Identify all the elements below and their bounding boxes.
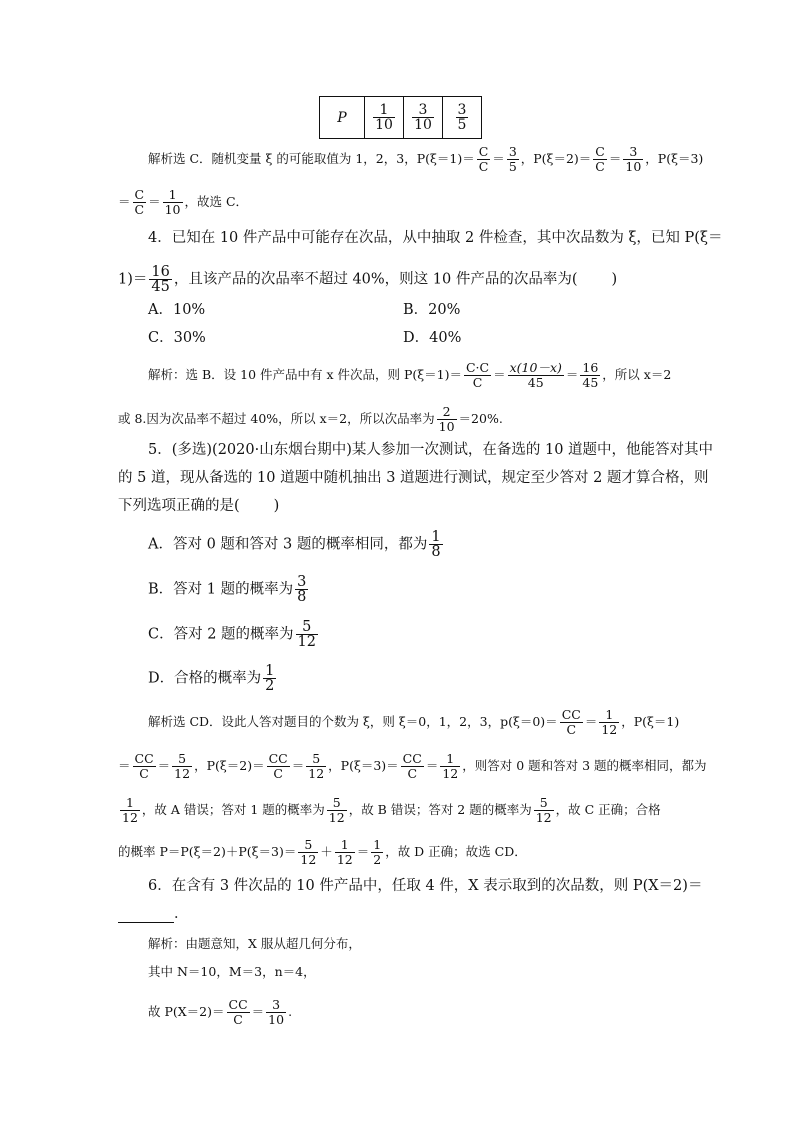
solution-4-line-1: 解析：选 B．设 10 件产品中有 x 件次品，则 P(ξ＝1)＝ $\frac{C\cdot C}{C}$ ＝ $\frac{x(10-x)}{45}$ ＝ $\frac{16}{45}$ ，所以 x＝2 [148, 360, 672, 390]
question-5-line-1: 5．(多选)(2020·山东烟台期中)某人参加一次测试，在备选的 10 道题中，他能答对其中 [148, 442, 714, 458]
solution-3-line-1: 解析选 C．随机变量 ξ 的可能取值为 1，2，3，P(ξ＝1)＝ $\frac{C}{C}$ ＝ $\frac{3}{5}$ ，P(ξ＝2)＝ $\frac{C}{C}$ ＝ $\frac{3}{10}$ ，P(ξ＝3) [148, 144, 704, 174]
solution-6-line-3: 故 P(X＝2)＝ $\frac{CC}{C}$ ＝ $\frac{3}{10}$ . [148, 997, 293, 1027]
solution-5-line-4: 的概率 P＝P(ξ＝2)＋P(ξ＝3)＝ $\frac{5}{12}$ ＋ $\frac{1}{12}$ ＝ $\frac{1}{2}$ ，故 D 正确；故选 CD． [118, 837, 527, 867]
table-cell: $\frac{1}{10}$ [365, 97, 404, 139]
solution-6-line-2: 其中 N＝10，M＝3，n＝4， [148, 964, 316, 979]
option-d: D．40% [403, 330, 462, 346]
question-6-line-2: ． [118, 905, 189, 923]
option-c: C．答对 2 题的概率为 $\frac{5}{12}$ [148, 619, 316, 650]
solution-5-line-1: 解析选 CD．设此人答对题目的个数为 ξ，则 ξ＝0，1，2，3，p(ξ＝0)＝ $\frac{CC}{C}$ ＝ $\frac{1}{12}$ ，P(ξ＝1) [148, 707, 680, 737]
answer-blank[interactable] [118, 908, 174, 923]
question-4-line-2: 1)＝ $\frac{16}{45}$ ，且该产品的次品率不超过 40%，则这 10 件产品的次品率为( ) [118, 264, 618, 295]
solution-3-line-2: ＝ $\frac{C}{C}$ ＝ $\frac{1}{10}$ ，故选 C． [118, 187, 249, 217]
solution-5-line-3: $\frac{1}{12}$ ，故 A 错误；答对 1 题的概率为 $\frac{5}{12}$ ，故 B 错误；答对 2 题的概率为 $\frac{5}{12}$ ，故 C 正确；合格 [122, 795, 661, 825]
solution-5-line-2: ＝ $\frac{CC}{C}$ ＝ $\frac{5}{12}$ ，P(ξ＝2)＝ $\frac{CC}{C}$ ＝ $\frac{5}{12}$ ，P(ξ＝3)＝ $\frac{CC}{C}$ ＝ $\frac{1}{12}$ ，则答对 0 题和答对 3 题的概率相同，都为 [118, 751, 707, 781]
solution-4-line-2: 或 8.因为次品率不超过 40%，所以 x＝2，所以次品率为 $\frac{2}{10}$ ＝20%. [118, 404, 503, 434]
table-label: P [320, 97, 365, 139]
option-d: D．合格的概率为 $\frac{1}{2}$ [148, 663, 275, 694]
question-5-line-3: 下列选项正确的是( ) [118, 498, 280, 514]
question-5-line-2: 的 5 道，现从备选的 10 道题中随机抽出 3 道题进行测试，规定至少答对 2 题才算合格，则 [118, 470, 709, 486]
probability-table [319, 96, 482, 139]
option-b: B．20% [403, 302, 461, 318]
option-b: B．答对 1 题的概率为 $\frac{3}{8}$ [148, 574, 307, 605]
option-a: A．答对 0 题和答对 3 题的概率相同，都为 $\frac{1}{8}$ [148, 529, 441, 560]
solution-6-line-1: 解析：由题意知，X 服从超几何分布， [148, 936, 361, 951]
table-cell: $\frac{3}{10}$ [404, 97, 443, 139]
option-c: C．30% [148, 330, 206, 346]
question-6-line-1: 6．在含有 3 件次品的 10 件产品中，任取 4 件，X 表示取到的次品数，则 P(X＝2)＝ [148, 878, 703, 894]
table-cell: $\frac{3}{5}$ [443, 97, 482, 139]
question-4-line-1: 4．已知在 10 件产品中可能存在次品，从中抽取 2 件检查，其中次品数为 ξ，已知 P(ξ＝ [148, 230, 723, 246]
option-a: A．10% [148, 302, 206, 318]
